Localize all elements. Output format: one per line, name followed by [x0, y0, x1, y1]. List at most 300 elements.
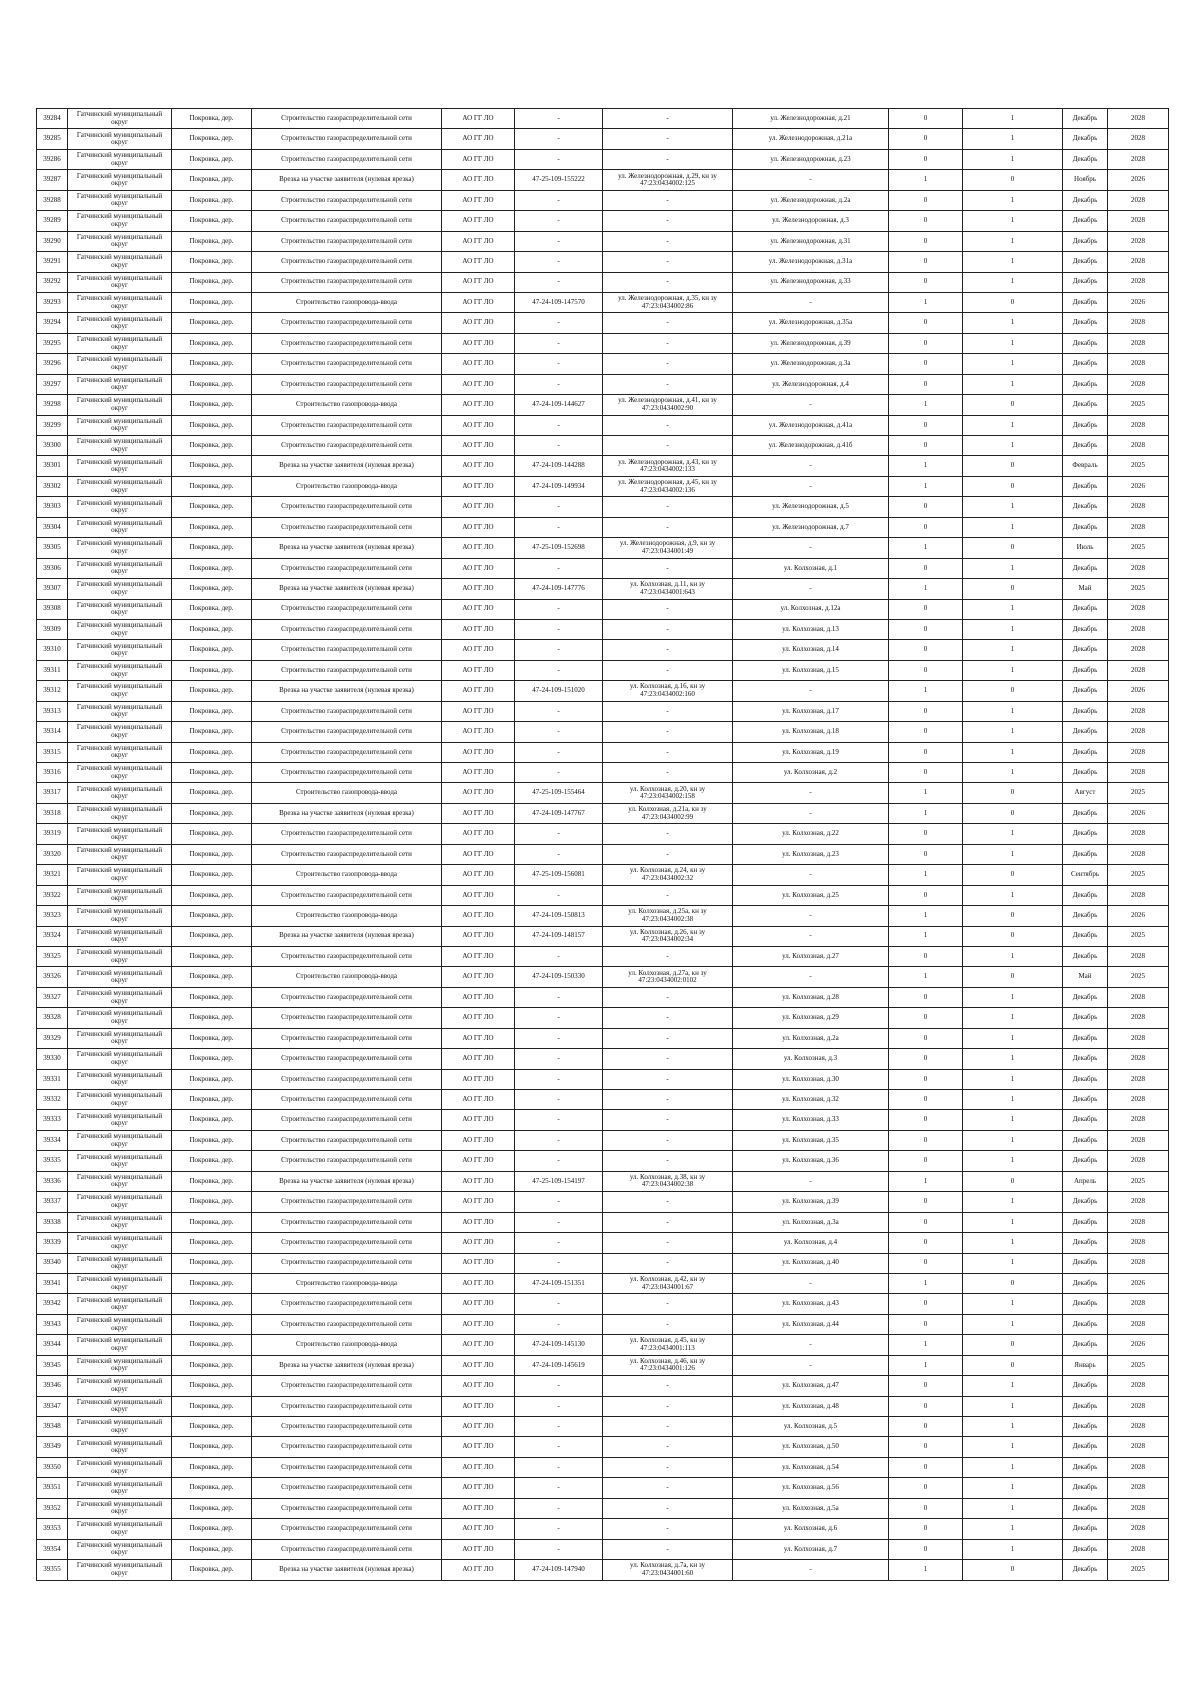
month-cell: Декабрь	[1063, 1376, 1108, 1396]
settlement-cell: Покровка, дер.	[172, 742, 252, 762]
settlement-cell: Покровка, дер.	[172, 558, 252, 578]
applications-cell: 0	[889, 1090, 963, 1110]
municipality-cell: Гатчинский муниципальный округ	[68, 1314, 172, 1334]
additional-gasification-cell: 1	[963, 763, 1063, 783]
contractor-cell: АО ГГ ЛО	[442, 660, 515, 680]
settlement-cell: Покровка, дер.	[172, 211, 252, 231]
applications-cell: 0	[889, 722, 963, 742]
settlement-cell: Покровка, дер.	[172, 1151, 252, 1171]
table-row	[37, 946, 1169, 966]
year-cell: 2028	[1108, 619, 1169, 639]
row-number-cell: 39333	[37, 1110, 68, 1130]
work-type-cell: Строительство газораспределительной сети	[252, 1049, 442, 1069]
application-address-cell: -	[603, 1417, 733, 1437]
network-address-cell: ул. Железнодорожная, д.3	[733, 211, 889, 231]
table-row	[37, 681, 1169, 701]
municipality-cell: Гатчинский муниципальный округ	[68, 1376, 172, 1396]
row-number-cell: 39354	[37, 1539, 68, 1559]
contractor-cell: АО ГГ ЛО	[442, 1560, 515, 1580]
applications-cell: 1	[889, 538, 963, 558]
table-row	[37, 1233, 1169, 1253]
network-address-cell: ул. Колхозная, д.3	[733, 1049, 889, 1069]
contractor-cell: АО ГГ ЛО	[442, 538, 515, 558]
month-cell: Декабрь	[1063, 701, 1108, 721]
year-cell: 2028	[1108, 763, 1169, 783]
municipality-cell: Гатчинский муниципальный округ	[68, 987, 172, 1007]
row-number-cell: 39304	[37, 517, 68, 537]
additional-gasification-cell: 1	[963, 844, 1063, 864]
application-address-cell: -	[603, 885, 733, 905]
settlement-cell: Покровка, дер.	[172, 619, 252, 639]
settlement-cell: Покровка, дер.	[172, 681, 252, 701]
row-number-cell: 39308	[37, 599, 68, 619]
additional-gasification-cell: 0	[963, 783, 1063, 803]
year-cell: 2028	[1108, 1049, 1169, 1069]
month-cell: Декабрь	[1063, 395, 1108, 415]
table-row	[37, 476, 1169, 496]
settlement-cell: Покровка, дер.	[172, 824, 252, 844]
network-address-cell: ул. Колхозная, д.39	[733, 1192, 889, 1212]
applications-cell: 0	[889, 763, 963, 783]
application-number-cell: 47-24-109-149934	[515, 476, 603, 496]
additional-gasification-cell: 0	[963, 1335, 1063, 1355]
contractor-cell: АО ГГ ЛО	[442, 1417, 515, 1437]
settlement-cell: Покровка, дер.	[172, 354, 252, 374]
contractor-cell: АО ГГ ЛО	[442, 906, 515, 926]
work-type-cell: Строительство газораспределительной сети	[252, 722, 442, 742]
application-number-cell: -	[515, 1049, 603, 1069]
municipality-cell: Гатчинский муниципальный округ	[68, 1437, 172, 1457]
network-address-cell: -	[733, 292, 889, 312]
application-address-cell: ул. Железнодорожная, д.35, кн зу 47:23:0434002:86	[603, 292, 733, 312]
application-number-cell: -	[515, 599, 603, 619]
application-address-cell: -	[603, 354, 733, 374]
contractor-cell: АО ГГ ЛО	[442, 824, 515, 844]
application-number-cell: -	[515, 129, 603, 149]
additional-gasification-cell: 1	[963, 1457, 1063, 1477]
month-cell: Декабрь	[1063, 313, 1108, 333]
work-type-cell: Строительство газораспределительной сети	[252, 1396, 442, 1416]
applications-cell: 0	[889, 497, 963, 517]
municipality-cell: Гатчинский муниципальный округ	[68, 1478, 172, 1498]
contractor-cell: АО ГГ ЛО	[442, 456, 515, 476]
municipality-cell: Гатчинский муниципальный округ	[68, 1171, 172, 1191]
settlement-cell: Покровка, дер.	[172, 1069, 252, 1089]
contractor-cell: АО ГГ ЛО	[442, 1028, 515, 1048]
contractor-cell: АО ГГ ЛО	[442, 415, 515, 435]
settlement-cell: Покровка, дер.	[172, 1457, 252, 1477]
settlement-cell: Покровка, дер.	[172, 538, 252, 558]
table-row	[37, 1008, 1169, 1028]
additional-gasification-cell: 1	[963, 1212, 1063, 1232]
application-number-cell: -	[515, 415, 603, 435]
applications-cell: 0	[889, 231, 963, 251]
additional-gasification-cell: 0	[963, 1560, 1063, 1580]
work-type-cell: Строительство газопровода-ввода	[252, 967, 442, 987]
work-type-cell: Строительство газопровода-ввода	[252, 783, 442, 803]
network-address-cell: -	[733, 803, 889, 823]
year-cell: 2026	[1108, 170, 1169, 190]
row-number-cell: 39297	[37, 374, 68, 394]
municipality-cell: Гатчинский муниципальный округ	[68, 783, 172, 803]
settlement-cell: Покровка, дер.	[172, 1539, 252, 1559]
application-number-cell: -	[515, 1457, 603, 1477]
settlement-cell: Покровка, дер.	[172, 190, 252, 210]
table-row	[37, 640, 1169, 660]
application-number-cell: -	[515, 231, 603, 251]
row-number-cell: 39352	[37, 1498, 68, 1518]
row-number-cell: 39289	[37, 211, 68, 231]
settlement-cell: Покровка, дер.	[172, 946, 252, 966]
row-number-cell: 39287	[37, 170, 68, 190]
table-row	[37, 1130, 1169, 1150]
application-address-cell: -	[603, 252, 733, 272]
applications-cell: 0	[889, 272, 963, 292]
municipality-cell: Гатчинский муниципальный округ	[68, 1294, 172, 1314]
table-row	[37, 1110, 1169, 1130]
network-address-cell: ул. Колхозная, д.25	[733, 885, 889, 905]
contractor-cell: АО ГГ ЛО	[442, 619, 515, 639]
row-number-cell: 39309	[37, 619, 68, 639]
application-address-cell: -	[603, 497, 733, 517]
application-number-cell: -	[515, 824, 603, 844]
table-row	[37, 1498, 1169, 1518]
municipality-cell: Гатчинский муниципальный округ	[68, 1233, 172, 1253]
row-number-cell: 39292	[37, 272, 68, 292]
additional-gasification-cell: 1	[963, 497, 1063, 517]
table-row	[37, 987, 1169, 1007]
work-type-cell: Врезка на участке заявителя (нулевая врезка)	[252, 456, 442, 476]
month-cell: Декабрь	[1063, 1314, 1108, 1334]
application-number-cell: 47-25-109-154197	[515, 1171, 603, 1191]
settlement-cell: Покровка, дер.	[172, 1560, 252, 1580]
additional-gasification-cell: 1	[963, 1130, 1063, 1150]
application-address-cell: -	[603, 701, 733, 721]
year-cell: 2028	[1108, 1457, 1169, 1477]
table-row	[37, 415, 1169, 435]
year-cell: 2025	[1108, 1171, 1169, 1191]
applications-cell: 0	[889, 824, 963, 844]
settlement-cell: Покровка, дер.	[172, 844, 252, 864]
network-address-cell: ул. Колхозная, д.50	[733, 1437, 889, 1457]
application-number-cell: -	[515, 1294, 603, 1314]
additional-gasification-cell: 1	[963, 1069, 1063, 1089]
table-row	[37, 190, 1169, 210]
municipality-cell: Гатчинский муниципальный округ	[68, 374, 172, 394]
table-row	[37, 1478, 1169, 1498]
applications-cell: 0	[889, 599, 963, 619]
application-address-cell: -	[603, 1233, 733, 1253]
work-type-cell: Строительство газораспределительной сети	[252, 701, 442, 721]
contractor-cell: АО ГГ ЛО	[442, 252, 515, 272]
applications-cell: 1	[889, 783, 963, 803]
table-row	[37, 1355, 1169, 1375]
application-number-cell: 47-24-109-144288	[515, 456, 603, 476]
additional-gasification-cell: 0	[963, 681, 1063, 701]
additional-gasification-cell: 1	[963, 1008, 1063, 1028]
table-row	[37, 1192, 1169, 1212]
additional-gasification-cell: 1	[963, 109, 1063, 129]
applications-cell: 0	[889, 149, 963, 169]
application-address-cell: ул. Колхозная, д.27а, кн зу 47:23:0434002:0102	[603, 967, 733, 987]
month-cell: Декабрь	[1063, 1028, 1108, 1048]
year-cell: 2028	[1108, 252, 1169, 272]
month-cell: Декабрь	[1063, 129, 1108, 149]
applications-cell: 0	[889, 1192, 963, 1212]
municipality-cell: Гатчинский муниципальный округ	[68, 1539, 172, 1559]
contractor-cell: АО ГГ ЛО	[442, 1335, 515, 1355]
application-address-cell: -	[603, 742, 733, 762]
applications-cell: 0	[889, 1069, 963, 1089]
contractor-cell: АО ГГ ЛО	[442, 763, 515, 783]
application-address-cell: -	[603, 599, 733, 619]
municipality-cell: Гатчинский муниципальный округ	[68, 1212, 172, 1232]
application-address-cell: ул. Железнодорожная, д.41, кн зу 47:23:0434002:90	[603, 395, 733, 415]
additional-gasification-cell: 1	[963, 517, 1063, 537]
row-number-cell: 39290	[37, 231, 68, 251]
applications-cell: 0	[889, 1212, 963, 1232]
work-type-cell: Строительство газораспределительной сети	[252, 436, 442, 456]
contractor-cell: АО ГГ ЛО	[442, 313, 515, 333]
application-number-cell: -	[515, 497, 603, 517]
table-row	[37, 272, 1169, 292]
application-number-cell: 47-25-109-152698	[515, 538, 603, 558]
network-address-cell: ул. Железнодорожная, д.41б	[733, 436, 889, 456]
application-address-cell: ул. Колхозная, д.45, кн зу 47:23:0434001:113	[603, 1335, 733, 1355]
settlement-cell: Покровка, дер.	[172, 129, 252, 149]
application-number-cell: -	[515, 1028, 603, 1048]
month-cell: Декабрь	[1063, 415, 1108, 435]
table-row	[37, 1396, 1169, 1416]
row-number-cell: 39318	[37, 803, 68, 823]
applications-cell: 0	[889, 1130, 963, 1150]
row-number-cell: 39350	[37, 1457, 68, 1477]
network-address-cell: -	[733, 1355, 889, 1375]
year-cell: 2028	[1108, 272, 1169, 292]
year-cell: 2025	[1108, 395, 1169, 415]
year-cell: 2026	[1108, 681, 1169, 701]
application-number-cell: -	[515, 1233, 603, 1253]
application-number-cell: -	[515, 742, 603, 762]
year-cell: 2028	[1108, 1130, 1169, 1150]
additional-gasification-cell: 0	[963, 906, 1063, 926]
application-number-cell: -	[515, 374, 603, 394]
month-cell: Декабрь	[1063, 1437, 1108, 1457]
work-type-cell: Строительство газораспределительной сети	[252, 354, 442, 374]
additional-gasification-cell: 0	[963, 803, 1063, 823]
additional-gasification-cell: 1	[963, 231, 1063, 251]
row-number-cell: 39311	[37, 660, 68, 680]
application-number-cell: -	[515, 313, 603, 333]
month-cell: Июль	[1063, 538, 1108, 558]
network-address-cell: ул. Железнодорожная, д.21а	[733, 129, 889, 149]
network-address-cell: ул. Колхозная, д.56	[733, 1478, 889, 1498]
year-cell: 2028	[1108, 231, 1169, 251]
work-type-cell: Строительство газопровода-ввода	[252, 292, 442, 312]
table-row	[37, 824, 1169, 844]
applications-cell: 0	[889, 211, 963, 231]
applications-cell: 0	[889, 1519, 963, 1539]
table-row	[37, 619, 1169, 639]
contractor-cell: АО ГГ ЛО	[442, 1008, 515, 1028]
municipality-cell: Гатчинский муниципальный округ	[68, 1519, 172, 1539]
contractor-cell: АО ГГ ЛО	[442, 1314, 515, 1334]
applications-cell: 1	[889, 865, 963, 885]
work-type-cell: Строительство газораспределительной сети	[252, 1069, 442, 1089]
application-address-cell: -	[603, 1314, 733, 1334]
work-type-cell: Строительство газораспределительной сети	[252, 599, 442, 619]
network-address-cell: ул. Колхозная, д.48	[733, 1396, 889, 1416]
settlement-cell: Покровка, дер.	[172, 272, 252, 292]
row-number-cell: 39340	[37, 1253, 68, 1273]
work-type-cell: Строительство газораспределительной сети	[252, 190, 442, 210]
work-type-cell: Врезка на участке заявителя (нулевая врезка)	[252, 803, 442, 823]
settlement-cell: Покровка, дер.	[172, 906, 252, 926]
row-number-cell: 39328	[37, 1008, 68, 1028]
additional-gasification-cell: 1	[963, 599, 1063, 619]
row-number-cell: 39294	[37, 313, 68, 333]
application-number-cell: -	[515, 946, 603, 966]
contractor-cell: АО ГГ ЛО	[442, 170, 515, 190]
network-address-cell: ул. Колхозная, д.2а	[733, 1028, 889, 1048]
additional-gasification-cell: 1	[963, 987, 1063, 1007]
month-cell: Декабрь	[1063, 599, 1108, 619]
contractor-cell: АО ГГ ЛО	[442, 211, 515, 231]
application-number-cell: -	[515, 1376, 603, 1396]
row-number-cell: 39325	[37, 946, 68, 966]
row-number-cell: 39293	[37, 292, 68, 312]
month-cell: Декабрь	[1063, 1478, 1108, 1498]
settlement-cell: Покровка, дер.	[172, 1233, 252, 1253]
table-row	[37, 660, 1169, 680]
municipality-cell: Гатчинский муниципальный округ	[68, 1049, 172, 1069]
settlement-cell: Покровка, дер.	[172, 497, 252, 517]
table-row	[37, 436, 1169, 456]
work-type-cell: Строительство газораспределительной сети	[252, 1212, 442, 1232]
table-row	[37, 1314, 1169, 1334]
application-address-cell: -	[603, 333, 733, 353]
settlement-cell: Покровка, дер.	[172, 476, 252, 496]
applications-cell: 0	[889, 1151, 963, 1171]
network-address-cell: ул. Железнодорожная, д.35а	[733, 313, 889, 333]
application-number-cell: -	[515, 885, 603, 905]
additional-gasification-cell: 0	[963, 476, 1063, 496]
settlement-cell: Покровка, дер.	[172, 1212, 252, 1232]
network-address-cell: ул. Колхозная, д.30	[733, 1069, 889, 1089]
contractor-cell: АО ГГ ЛО	[442, 292, 515, 312]
application-address-cell: -	[603, 1028, 733, 1048]
network-address-cell: -	[733, 865, 889, 885]
applications-cell: 0	[889, 1008, 963, 1028]
contractor-cell: АО ГГ ЛО	[442, 579, 515, 599]
work-type-cell: Строительство газораспределительной сети	[252, 517, 442, 537]
applications-cell: 1	[889, 1560, 963, 1580]
work-type-cell: Строительство газопровода-ввода	[252, 1273, 442, 1293]
contractor-cell: АО ГГ ЛО	[442, 1437, 515, 1457]
applications-cell: 1	[889, 456, 963, 476]
month-cell: Декабрь	[1063, 987, 1108, 1007]
network-address-cell: -	[733, 1171, 889, 1191]
municipality-cell: Гатчинский муниципальный округ	[68, 722, 172, 742]
row-number-cell: 39288	[37, 190, 68, 210]
network-address-cell: ул. Железнодорожная, д.7	[733, 517, 889, 537]
applications-cell: 1	[889, 967, 963, 987]
application-address-cell: ул. Колхозная, д.24, кн зу 47:23:0434002:32	[603, 865, 733, 885]
table-row	[37, 742, 1169, 762]
month-cell: Декабрь	[1063, 497, 1108, 517]
contractor-cell: АО ГГ ЛО	[442, 987, 515, 1007]
network-address-cell: ул. Колхозная, д.3а	[733, 1212, 889, 1232]
contractor-cell: АО ГГ ЛО	[442, 1171, 515, 1191]
application-address-cell: ул. Колхозная, д.46, кн зу 47:23:0434001:126	[603, 1355, 733, 1375]
municipality-cell: Гатчинский муниципальный округ	[68, 742, 172, 762]
application-address-cell: ул. Железнодорожная, д.45, кн зу 47:23:0434002:136	[603, 476, 733, 496]
municipality-cell: Гатчинский муниципальный округ	[68, 1253, 172, 1273]
row-number-cell: 39301	[37, 456, 68, 476]
application-number-cell: -	[515, 660, 603, 680]
additional-gasification-cell: 1	[963, 415, 1063, 435]
month-cell: Декабрь	[1063, 722, 1108, 742]
municipality-cell: Гатчинский муниципальный округ	[68, 1335, 172, 1355]
additional-gasification-cell: 1	[963, 1396, 1063, 1416]
settlement-cell: Покровка, дер.	[172, 865, 252, 885]
year-cell: 2028	[1108, 1437, 1169, 1457]
contractor-cell: АО ГГ ЛО	[442, 1355, 515, 1375]
settlement-cell: Покровка, дер.	[172, 599, 252, 619]
month-cell: Декабрь	[1063, 109, 1108, 129]
contractor-cell: АО ГГ ЛО	[442, 231, 515, 251]
municipality-cell: Гатчинский муниципальный округ	[68, 946, 172, 966]
year-cell: 2028	[1108, 824, 1169, 844]
application-number-cell: -	[515, 1519, 603, 1539]
additional-gasification-cell: 1	[963, 722, 1063, 742]
additional-gasification-cell: 1	[963, 946, 1063, 966]
contractor-cell: АО ГГ ЛО	[442, 1478, 515, 1498]
applications-cell: 1	[889, 1355, 963, 1375]
table-row	[37, 313, 1169, 333]
year-cell: 2028	[1108, 844, 1169, 864]
network-address-cell: ул. Колхозная, д.7	[733, 1539, 889, 1559]
settlement-cell: Покровка, дер.	[172, 1294, 252, 1314]
municipality-cell: Гатчинский муниципальный округ	[68, 1130, 172, 1150]
table-row	[37, 149, 1169, 169]
settlement-cell: Покровка, дер.	[172, 1437, 252, 1457]
table-row	[37, 374, 1169, 394]
year-cell: 2026	[1108, 906, 1169, 926]
contractor-cell: АО ГГ ЛО	[442, 1069, 515, 1089]
contractor-cell: АО ГГ ЛО	[442, 1212, 515, 1232]
year-cell: 2028	[1108, 1417, 1169, 1437]
work-type-cell: Строительство газораспределительной сети	[252, 149, 442, 169]
network-address-cell: -	[733, 967, 889, 987]
network-address-cell: ул. Колхозная, д.35	[733, 1130, 889, 1150]
year-cell: 2025	[1108, 579, 1169, 599]
applications-cell: 0	[889, 1253, 963, 1273]
application-address-cell: ул. Колхозная, д.7а, кн зу 47:23:0434001:60	[603, 1560, 733, 1580]
applications-cell: 1	[889, 803, 963, 823]
applications-cell: 1	[889, 681, 963, 701]
contractor-cell: АО ГГ ЛО	[442, 476, 515, 496]
year-cell: 2028	[1108, 436, 1169, 456]
work-type-cell: Строительство газораспределительной сети	[252, 742, 442, 762]
network-address-cell: -	[733, 926, 889, 946]
row-number-cell: 39320	[37, 844, 68, 864]
row-number-cell: 39330	[37, 1049, 68, 1069]
table-row	[37, 926, 1169, 946]
month-cell: Декабрь	[1063, 292, 1108, 312]
municipality-cell: Гатчинский муниципальный округ	[68, 149, 172, 169]
contractor-cell: АО ГГ ЛО	[442, 640, 515, 660]
